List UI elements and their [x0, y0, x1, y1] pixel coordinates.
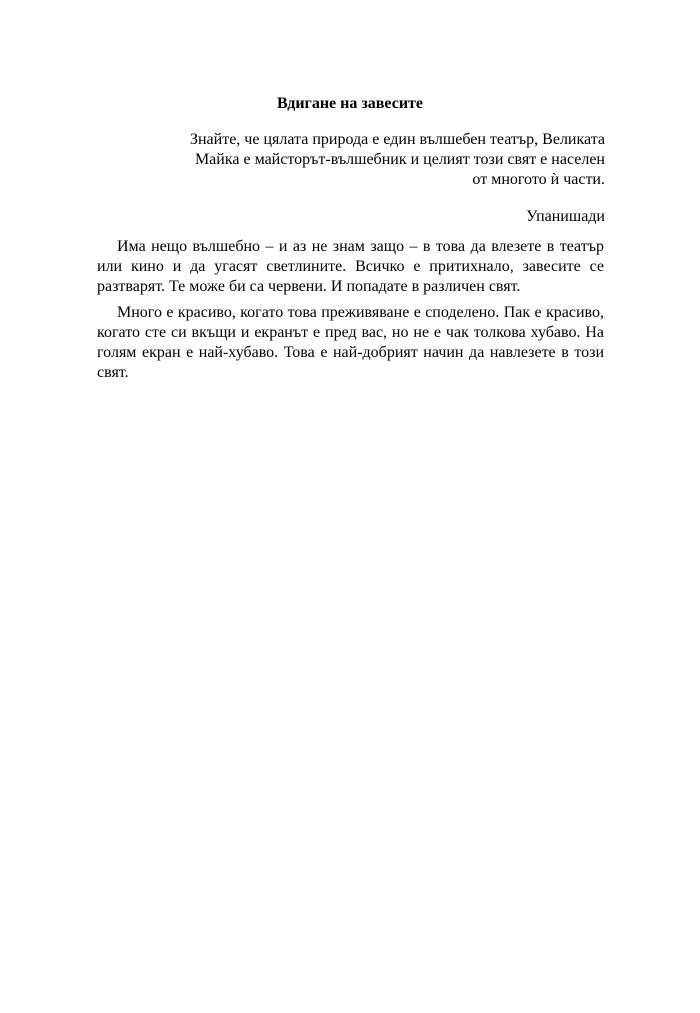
epigraph-line: Знайте, че цялата природа е един вълшебен театър, Великата — [189, 131, 605, 148]
epigraph-quote — [125, 130, 605, 190]
epigraph-source: Упанишади — [526, 208, 605, 225]
body-text — [97, 237, 604, 389]
body-paragraph: Много е красиво, когато това преживяване е споделено. Пак е красиво, когато сте си вкъщи и екранът е пред вас, но не е чак толкова хубаво. На голям екран е най-хубаво. Това е най-добрият начин да навлезете в този свят. — [97, 304, 604, 381]
epigraph-line: Майка е майсторът-вълшебник и целият този свят е населен — [194, 151, 605, 168]
body-paragraph: Има нещо вълшебно – и аз не знам защо – в това да влезете в театър или кино и да угасят светлините. Всичко е притихнало, завесите се разтварят. Те може би са червени. И попадате в различен свят. — [97, 238, 604, 295]
document-title: Вдигане на завесите — [276, 95, 424, 112]
epigraph-line: от многото ѝ части. — [472, 171, 605, 188]
